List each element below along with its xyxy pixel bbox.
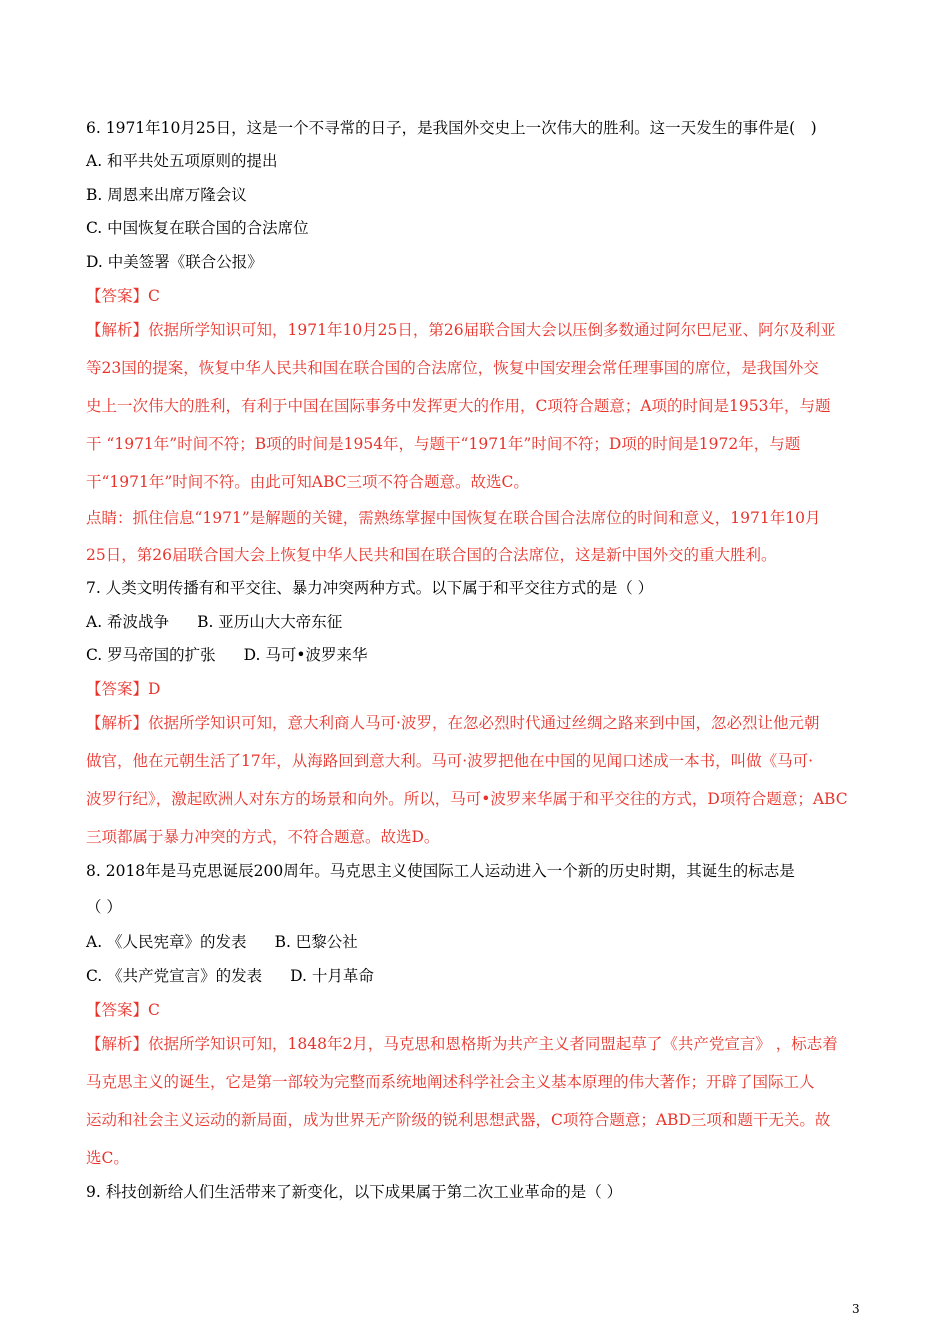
- question-7-option-b: B. 亚历山大大帝东征: [197, 613, 343, 631]
- question-8-options-row-2: [86, 966, 866, 986]
- question-8-analysis-line-3: 运动和社会主义运动的新局面，成为世界无产阶级的锐利思想武器，C项符合题意；ABD三项和题干无关。故: [86, 1111, 831, 1129]
- question-6-analysis-line-1: [86, 320, 866, 340]
- question-6-analysis-line-2: 等23国的提案，恢复中华人民共和国在联合国的合法席位，恢复中国安理会常任理事国的席位，是我国外交: [86, 359, 819, 377]
- question-8-analysis-line-2: 马克思主义的诞生，它是第一部较为完整而系统地阐述科学社会主义基本原理的伟大著作；开辟了国际工人: [86, 1073, 815, 1091]
- question-7-options-row-1: [86, 612, 866, 632]
- question-6-answer: 【答案】C: [86, 287, 160, 305]
- analysis-label: 【解析】: [86, 714, 149, 732]
- question-8-answer: 【答案】C: [86, 1001, 160, 1019]
- question-9-stem: 9. 科技创新给人们生活带来了新变化，以下成果属于第二次工业革命的是（ ）: [86, 1183, 623, 1201]
- question-6-comment-line-1: 点睛：抓住信息“1971”是解题的关键，需熟练掌握中国恢复在联合国合法席位的时间和意义，1971年10月: [86, 509, 821, 527]
- question-8-option-d: D. 十月革命: [290, 967, 374, 985]
- question-6-analysis-line-4: 干 “1971年”时间不符；B项的时间是1954年，与题干“1971年”时间不符；D项的时间是1972年，与题: [86, 435, 801, 453]
- question-6-option-b: B. 周恩来出席万隆会议: [86, 186, 247, 204]
- analysis-text: 依据所学知识可知，意大利商人马可·波罗，在忽必烈时代通过丝绸之路来到中国，忽必烈让他元朝: [148, 714, 820, 732]
- question-6-option-d: D. 中美签署《联合公报》: [86, 253, 263, 271]
- question-7-analysis-line-3: 波罗行纪》，激起欧洲人对东方的场景和向外。所以，马可•波罗来华属于和平交往的方式，D项符合题意；ABC: [86, 790, 848, 808]
- question-8-stem-line-1: 8. 2018年是马克思诞辰200周年。马克思主义使国际工人运动进入一个新的历史时期，其诞生的标志是: [86, 862, 795, 880]
- question-7-option-c: C. 罗马帝国的扩张: [86, 646, 216, 664]
- analysis-label: 【解析】: [86, 1035, 149, 1053]
- question-6-option-c: C. 中国恢复在联合国的合法席位: [86, 219, 309, 237]
- question-7-answer: 【答案】D: [86, 680, 161, 698]
- question-6-analysis-line-5: 干“1971年”时间不符。由此可知ABC三项不符合题意。故选C。: [86, 473, 529, 491]
- question-7-analysis-line-2: 做官，他在元朝生活了17年，从海路回到意大利。马可·波罗把他在中国的见闻口述成一本书，叫做《马可·: [86, 752, 814, 770]
- analysis-label: 【解析】: [86, 321, 149, 339]
- question-7-option-a: A. 希波战争: [86, 613, 170, 631]
- question-8-option-c: C. 《共产党宣言》的发表: [86, 967, 263, 985]
- question-6-option-a: A. 和平共处五项原则的提出: [86, 152, 278, 170]
- question-8-option-a: A. 《人民宪章》的发表: [86, 933, 247, 951]
- question-7-analysis-line-1: [86, 713, 866, 733]
- question-8-option-b: B. 巴黎公社: [274, 933, 358, 951]
- analysis-text: 依据所学知识可知，1848年2月，马克思和恩格斯为共产主义者同盟起草了《共产党宣言》 ，标志着: [148, 1035, 838, 1053]
- question-6-stem: 6. 1971年10月25日，这是一个不寻常的日子，是我国外交史上一次伟大的胜利。这一天发生的事件是( ): [86, 119, 817, 137]
- question-8-analysis-line-4: 选C。: [86, 1149, 129, 1167]
- question-7-stem: 7. 人类文明传播有和平交往、暴力冲突两种方式。以下属于和平交往方式的是（ ）: [86, 579, 654, 597]
- question-8-stem-line-2: （ ）: [86, 898, 122, 916]
- question-7-option-d: D. 马可•波罗来华: [243, 646, 368, 664]
- analysis-text: 依据所学知识可知，1971年10月25日，第26届联合国大会以压倒多数通过阿尔巴尼亚、阿尔及利亚: [148, 321, 836, 339]
- question-6-analysis-line-3: 史上一次伟大的胜利，有利于中国在国际事务中发挥更大的作用，C项符合题意；A项的时间是1953年，与题: [86, 397, 831, 415]
- page-number: 3: [852, 1302, 860, 1316]
- question-6-comment-line-2: 25日，第26届联合国大会上恢复中华人民共和国在联合国的合法席位，这是新中国外交的重大胜利。: [86, 546, 777, 564]
- question-7-options-row-2: [86, 645, 866, 665]
- question-7-analysis-line-4: 三项都属于暴力冲突的方式，不符合题意。故选D。: [86, 828, 440, 846]
- question-8-options-row-1: [86, 932, 866, 952]
- question-8-analysis-line-1: [86, 1034, 866, 1054]
